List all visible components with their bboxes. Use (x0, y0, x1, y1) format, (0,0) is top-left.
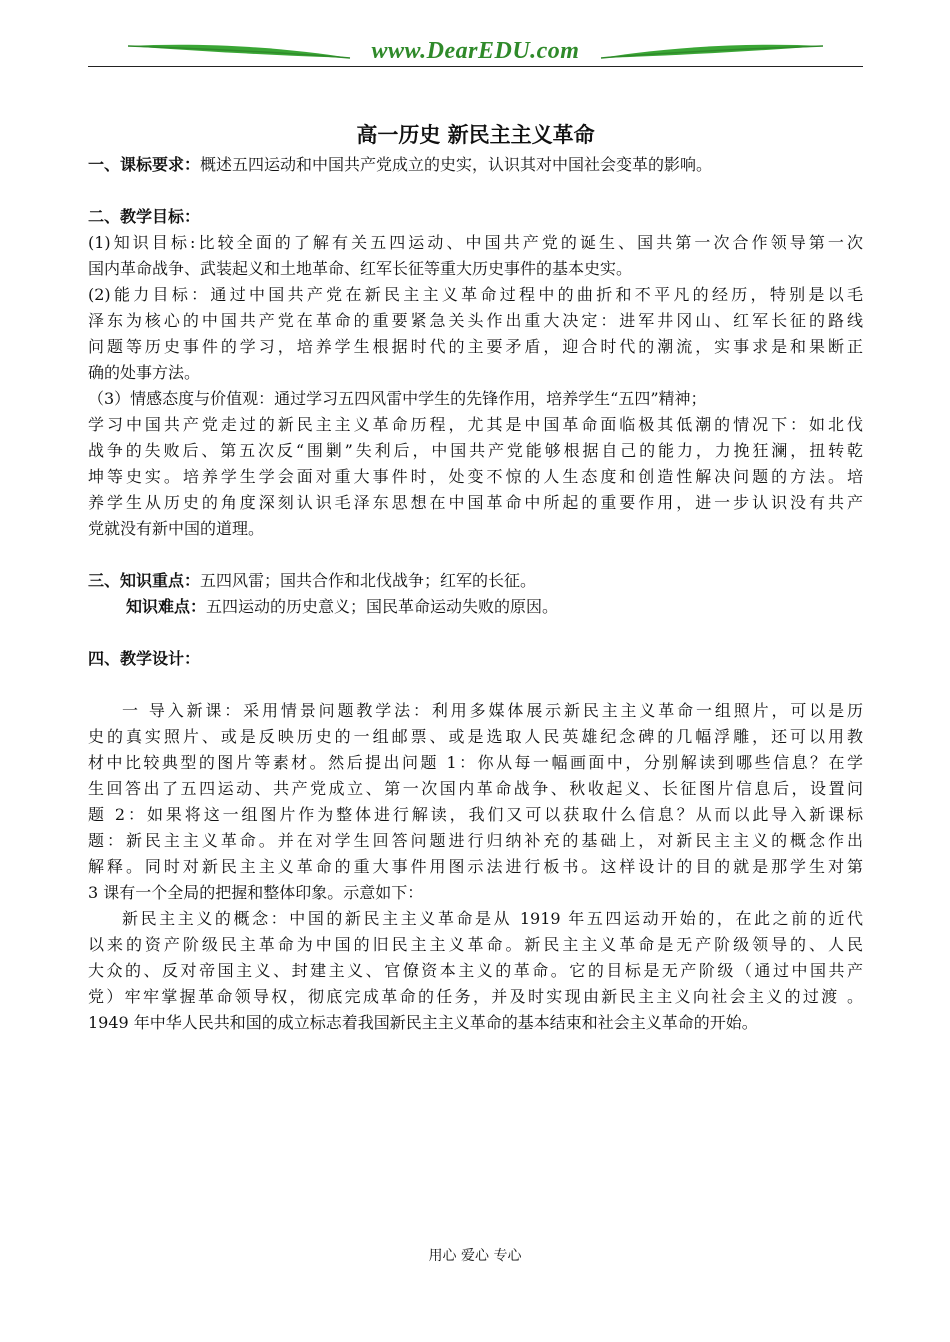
paragraph-line: 生回答出了五四运动、共产党成立、第一次国内革命战争、秋收起义、长征图片信息后，设置问 (88, 779, 863, 798)
paragraph-line: 党就没有新中国的道理。 (88, 519, 265, 538)
paragraph-line: 史的真实照片、或是反映历史的一组邮票、或是选取人民英雄纪念碑的几幅浮雕，还可以用教 (88, 727, 863, 746)
paragraph-line: 一 导入新课：采用情景问题教学法：利用多媒体展示新民主主义革命一组照片，可以是历 (122, 701, 863, 720)
paragraph-line: 大众的、反对帝国主义、封建主义、官僚资本主义的革命。它的目标是无产阶级（通过中国共产 (88, 961, 863, 980)
section-4-label: 四、教学设计： (88, 649, 201, 668)
paragraph-line: 材中比较典型的图片等素材。然后提出问题 1：你从每一幅画面中，分别解读到哪些信息？在学 (88, 753, 863, 772)
section-1-label: 一、课标要求： (88, 155, 201, 174)
section-3-line (88, 568, 863, 594)
site-header (88, 36, 863, 70)
paragraph-line: (1)知识目标:比较全面的了解有关五四运动、中国共产党的诞生、国共第一次合作领导第一次 (88, 233, 863, 252)
page-title: 高一历史 新民主主义革命 (356, 122, 595, 147)
paragraph-line: 题 2：如果将这一组图片作为整体进行解读，我们又可以获取什么信息？从而以此导入新课标 (88, 805, 863, 824)
paragraph-line: 3 课有一个全局的把握和整体印象。示意如下： (88, 883, 424, 902)
paragraph-line: 1949 年中华人民共和国的成立标志着我国新民主主义革命的基本结束和社会主义革命的开始。 (88, 1013, 758, 1032)
paragraph-line: 坤等史实。培养学生学会面对重大事件时，处变不惊的人生态度和创造性解决问题的方法。培 (88, 467, 863, 486)
paragraph-line: 新民主主义的概念：中国的新民主主义革命是从 1919 年五四运动开始的，在此之前的近代 (122, 909, 863, 928)
header-divider (88, 66, 863, 67)
paragraph-line: 解释。同时对新民主主义革命的重大事件用图示法进行板书。这样设计的目的就是那学生对第 (88, 857, 863, 876)
section-3-label-2: 知识难点： (126, 597, 207, 616)
paragraph-line: 题：新民主主义革命。并在对学生回答问题进行归纳补充的基础上，对新民主主义的概念作出 (88, 831, 863, 850)
site-logo-text[interactable]: www.DearEDU.com (371, 38, 580, 64)
section-3-line-2 (88, 594, 863, 620)
paragraph-line: 问题等历史事件的学习，培养学生根据时代的主要矛盾，迎合时代的潮流，实事求是和果断正 (88, 337, 863, 356)
paragraph-line: 泽东为核心的中国共产党在革命的重要紧急关头作出重大决定：进军井冈山、红军长征的路线 (88, 311, 863, 330)
paragraph-line: 国内革命战争、武装起义和土地革命、红军长征等重大历史事件的基本史实。 (88, 259, 633, 278)
section-3-text: 五四风雷；国共合作和北伐战争；红军的长征。 (200, 571, 537, 590)
section-1-text: 概述五四运动和中国共产党成立的史实，认识其对中国社会变革的影响。 (200, 155, 713, 174)
paragraph-line: 战争的失败后、第五次反“围剿”失利后，中国共产党能够根据自己的能力，力挽狂澜，扭转乾 (88, 441, 863, 460)
section-3-label: 三、知识重点： (88, 571, 201, 590)
section-3-text-2: 五四运动的历史意义；国民革命运动失败的原因。 (206, 597, 559, 616)
paragraph-line: 党）牢牢掌握革命领导权，彻底完成革命的任务，并及时实现由新民主主义向社会主义的过渡 。 (88, 987, 863, 1006)
paragraph-line: 以来的资产阶级民主革命为中国的旧民主主义革命。新民主主义革命是无产阶级领导的、人民 (88, 935, 863, 954)
section-1-line (88, 152, 863, 178)
paragraph-line: （3）情感态度与价值观：通过学习五四风雷中学生的先锋作用，培养学生“五四”精神； (88, 389, 707, 408)
paragraph-line: 学习中国共产党走过的新民主主义革命历程，尤其是中国革命面临极其低潮的情况下：如北伐 (88, 415, 863, 434)
paragraph-line: 确的处事方法。 (88, 363, 201, 382)
paragraph-line: (2)能力目标：通过中国共产党在新民主主义革命过程中的曲折和不平凡的经历，特别是以毛 (88, 285, 863, 304)
paragraph-line: 养学生从历史的角度深刻认识毛泽东思想在中国革命中所起的重要作用，进一步认识没有共产 (88, 493, 863, 512)
section-2-label: 二、教学目标： (88, 207, 201, 226)
page-footer: 用心 爱心 专心 (428, 1248, 522, 1264)
document-body (88, 118, 863, 1036)
